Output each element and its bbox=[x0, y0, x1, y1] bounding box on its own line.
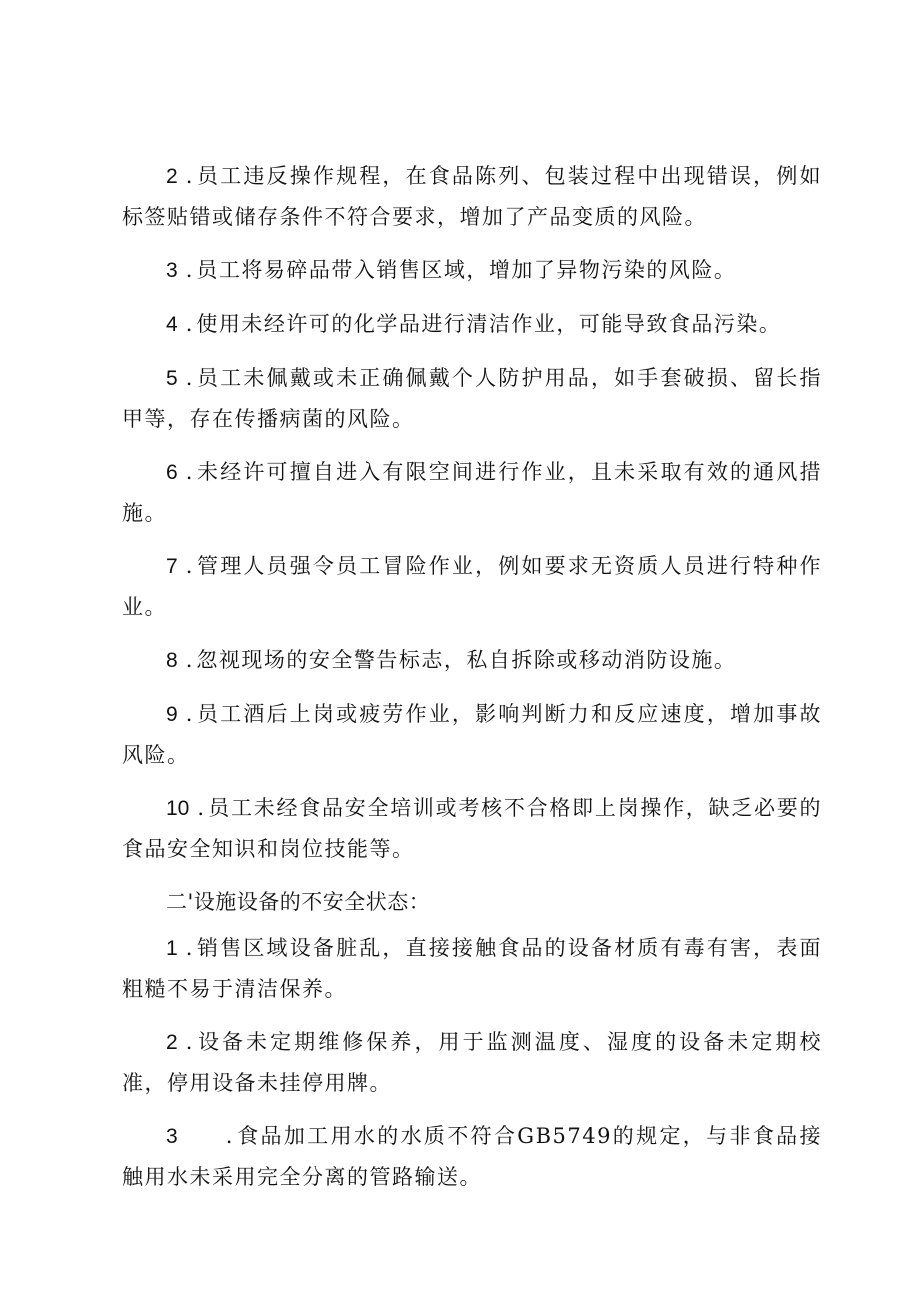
list-item bbox=[122, 694, 822, 775]
list-item bbox=[122, 546, 822, 627]
item-text: 员工将易碎品带入销售区域，增加了异物污染的风险。 bbox=[196, 258, 737, 282]
item-separator: . bbox=[185, 702, 193, 726]
item-text: 员工未经食品安全培训或考核不合格即上岗操作，缺乏必要的食品安全知识和岗位技能等。 bbox=[122, 796, 822, 861]
item-number: 3 bbox=[166, 259, 178, 282]
item-text: 设备未定期维修保养，用于监测温度、湿度的设备未定期校准，停用设备未挂停用牌。 bbox=[122, 1030, 822, 1095]
item-number: 8 bbox=[166, 649, 178, 672]
item-number: 5 bbox=[166, 367, 178, 390]
item-separator: . bbox=[185, 460, 193, 484]
document-body bbox=[122, 156, 822, 1210]
item-number: 6 bbox=[166, 461, 178, 484]
list-item bbox=[122, 304, 822, 345]
list-item bbox=[122, 156, 822, 237]
item-number: 10 bbox=[166, 797, 190, 820]
item-separator: . bbox=[185, 164, 193, 188]
item-text: 管理人员强令员工冒险作业，例如要求无资质人员进行特种作业。 bbox=[122, 554, 822, 619]
item-number: 9 bbox=[166, 703, 178, 726]
item-text: 销售区域设备脏乱，直接接触食品的设备材质有毒有害，表面粗糙不易于清洁保养。 bbox=[122, 936, 822, 1001]
item-separator: . bbox=[185, 258, 193, 282]
item-text: 使用未经许可的化学品进行清洁作业，可能导致食品污染。 bbox=[196, 312, 782, 336]
item-separator: . bbox=[185, 936, 193, 960]
item-text: 忽视现场的安全警告标志，私自拆除或移动消防设施。 bbox=[196, 648, 737, 672]
item-number: 1 bbox=[166, 937, 178, 960]
item-separator: . bbox=[185, 554, 193, 578]
item-text: 员工未佩戴或未正确佩戴个人防护用品，如手套破损、留长指甲等，存在传播病菌的风险。 bbox=[122, 366, 822, 431]
list-item bbox=[122, 1116, 822, 1197]
item-separator: . bbox=[185, 312, 193, 336]
list-item bbox=[122, 640, 822, 681]
list-item bbox=[122, 358, 822, 439]
item-separator: . bbox=[225, 1124, 233, 1148]
item-text: 食品加工用水的水质不符合GB5749的规定，与非食品接触用水未采用完全分离的管路输送。 bbox=[122, 1124, 822, 1189]
item-number: 3 bbox=[166, 1125, 178, 1148]
item-text: 员工酒后上岗或疲劳作业，影响判断力和反应速度，增加事故风险。 bbox=[122, 702, 822, 767]
item-number: 2 bbox=[166, 165, 178, 188]
list-item bbox=[122, 928, 822, 1009]
item-separator: . bbox=[185, 648, 193, 672]
item-separator: . bbox=[185, 366, 193, 390]
item-number: 4 bbox=[166, 313, 178, 336]
item-number: 7 bbox=[166, 555, 178, 578]
list-item bbox=[122, 1022, 822, 1103]
item-separator: . bbox=[197, 796, 205, 820]
item-number: 2 bbox=[166, 1031, 178, 1054]
item-text: 员工违反操作规程，在食品陈列、包装过程中出现错误，例如标签贴错或储存条件不符合要求，增加了产品变质的风险。 bbox=[122, 164, 822, 229]
section-heading: 二'设施设备的不安全状态： bbox=[166, 890, 431, 914]
item-text: 未经许可擅自进入有限空间进行作业，且未采取有效的通风措施。 bbox=[122, 460, 822, 525]
list-item bbox=[122, 788, 822, 869]
list-item bbox=[122, 452, 822, 533]
item-separator: . bbox=[185, 1030, 193, 1054]
list-item bbox=[122, 250, 822, 291]
